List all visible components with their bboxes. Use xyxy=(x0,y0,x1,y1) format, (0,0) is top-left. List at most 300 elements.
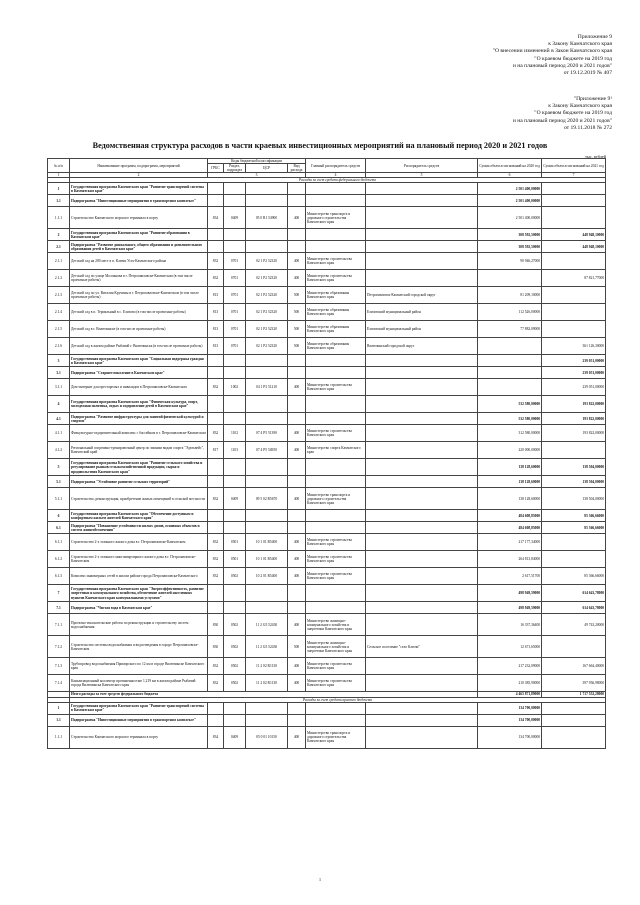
name-cell: Детский сад по улице Молчанова в г. Петропавловске-Камчатском (в том числе проектные работы) xyxy=(70,270,208,287)
num-cell: 1.1.1 xyxy=(48,207,70,229)
program-row xyxy=(48,367,606,379)
measure-row xyxy=(48,488,606,510)
razdel-cell: 0701 xyxy=(224,287,246,304)
table-head xyxy=(48,159,606,178)
grbs-cell xyxy=(208,702,224,714)
manager-cell: Министерство транспорта и дорожного строительства Камчатского края xyxy=(306,207,366,229)
amount-2021: 361 126,30000 xyxy=(542,338,606,355)
razdel-cell xyxy=(224,413,246,425)
manager-cell: Министерство жилищно-коммунального хозяйства и энергетики Камчатского края xyxy=(306,614,366,636)
amount-2021: 239 051,00000 xyxy=(542,379,606,396)
csr-cell xyxy=(246,585,288,602)
csr-cell xyxy=(246,195,288,207)
measure-row xyxy=(48,534,606,551)
amount-2020: 2 501 400,00000 xyxy=(478,183,542,195)
col-grbs: ГРБС xyxy=(208,164,224,173)
grbs-cell: 813 xyxy=(208,287,224,304)
razdel-cell: 1002 xyxy=(224,379,246,396)
name-cell: Строительство, реконструкция, приобретение жилых помещений в сельской местности xyxy=(70,488,208,510)
manager-cell xyxy=(306,702,366,714)
grbs-cell xyxy=(208,241,224,253)
num-cell: 2.1.6 xyxy=(48,338,70,355)
grbs-cell: 834 xyxy=(208,207,224,229)
amount-2021 xyxy=(542,183,606,195)
csr-cell: 05 0 R1 54900 xyxy=(246,207,288,229)
recipient-cell: Петропавловск-Камчатский городской округ xyxy=(366,287,478,304)
amount-2020 xyxy=(478,379,542,396)
amount-2020: 217 232,09000 xyxy=(478,658,542,675)
name-cell: Подпрограмма "Развитие инфраструктуры для занятий физической культурой и спортом" xyxy=(70,413,208,425)
header-line: "Приложение 9¹ xyxy=(573,96,612,102)
amount-2020: 134 700,00000 xyxy=(478,726,542,748)
manager-cell xyxy=(306,476,366,488)
recipient-cell xyxy=(366,568,478,585)
amount-2021: 85 366,66000 xyxy=(542,568,606,585)
recipient-cell xyxy=(366,510,478,522)
grbs-cell: 830 xyxy=(208,614,224,636)
razdel-cell xyxy=(224,459,246,476)
csr-cell: 07 4 P5 54950 xyxy=(246,442,288,459)
col-2020: Сумма объем ассигнований на 2020 год xyxy=(478,159,542,173)
recipient-cell xyxy=(366,195,478,207)
vr-cell xyxy=(288,367,306,379)
vr-cell: 500 xyxy=(288,287,306,304)
vr-cell: 400 xyxy=(288,425,306,442)
num-cell: 5 xyxy=(48,459,70,476)
recipient-cell xyxy=(366,614,478,636)
recipient-cell xyxy=(366,714,478,726)
recipient-cell xyxy=(366,379,478,396)
recipient-cell xyxy=(366,413,478,425)
measure-row xyxy=(48,207,606,229)
name-cell: Канализационный коллектор протяженностью 1,219 км в жилом районе Рыбачий города Вилючинска Камчатского края xyxy=(70,675,208,692)
razdel-cell: 0501 xyxy=(224,534,246,551)
grbs-cell: 832 xyxy=(208,379,224,396)
recipient-cell xyxy=(366,702,478,714)
recipient-cell xyxy=(366,207,478,229)
amount-2021: 614 643,78000 xyxy=(542,585,606,602)
csr-cell: 11 2 G5 52430 xyxy=(246,614,288,636)
grbs-cell xyxy=(208,367,224,379)
recipient-cell xyxy=(366,675,478,692)
amount-2020: 134 700,00000 xyxy=(478,702,542,714)
amount-2020: 210 385,90000 xyxy=(478,675,542,692)
recipient-cell xyxy=(366,551,478,568)
amount-2020: 498 949,59000 xyxy=(478,602,542,614)
column-number: 7 xyxy=(542,173,606,178)
csr-cell: 07 4 P5 51390 xyxy=(246,425,288,442)
measure-row xyxy=(48,304,606,321)
grbs-cell: 832 xyxy=(208,568,224,585)
amount-2021 xyxy=(542,207,606,229)
vr-cell: 400 xyxy=(288,726,306,748)
grbs-cell: 832 xyxy=(208,658,224,675)
csr-cell: 05 0 01 10150 xyxy=(246,726,288,748)
manager-cell: Министерство образования Камчатского края xyxy=(306,304,366,321)
csr-cell xyxy=(246,702,288,714)
page-number: 1 xyxy=(318,877,322,882)
name-cell: Проектно-изыскательские работы по реконструкции и строительству систем водоснабжения xyxy=(70,614,208,636)
amount-2020: 134 700,00000 xyxy=(478,714,542,726)
amount-2021 xyxy=(542,253,606,270)
amount-2020: 484 608,85000 xyxy=(478,522,542,534)
header-line: к Закону Камчатского края xyxy=(548,103,612,110)
csr-cell xyxy=(246,355,288,367)
column-number: 6 xyxy=(478,173,542,178)
grbs-cell: 832 xyxy=(208,270,224,287)
name-cell: Детский сад в п. Термальный в с. Елизово (в том числе проектные работы) xyxy=(70,304,208,321)
recipient-cell: Вилючинский городской округ xyxy=(366,338,478,355)
program-row xyxy=(48,702,606,714)
name-cell: Государственная программа Камчатского края "Развитие образования в Камчатском крае" xyxy=(70,229,208,241)
grbs-cell xyxy=(208,396,224,413)
amount-2021 xyxy=(542,304,606,321)
num-cell: 4.1.1 xyxy=(48,425,70,442)
name-cell: Государственная программа Камчатского края "Развитие транспортной системы в Камчатском крае" xyxy=(70,702,208,714)
vr-cell xyxy=(288,396,306,413)
manager-cell: Министерство жилищно-коммунального хозяйства и энергетики Камчатского края xyxy=(306,636,366,658)
program-row xyxy=(48,585,606,602)
grbs-cell xyxy=(208,195,224,207)
name-cell: Строительство системы водоснабжения и водоотведения в городе Петропавловске-Камчатском xyxy=(70,636,208,658)
num-cell: 7.1.4 xyxy=(48,675,70,692)
amount-2021: 397 936,98000 xyxy=(542,675,606,692)
name-cell: Подпрограмма "Старшее поколение в Камчатском крае" xyxy=(70,367,208,379)
name-cell: Детский сад в жилом районе Рыбачий г. Вилючинска (в том числе проектные работы) xyxy=(70,338,208,355)
amount-2021 xyxy=(542,195,606,207)
recipient-cell xyxy=(366,241,478,253)
csr-cell xyxy=(246,396,288,413)
num-cell: 7.1 xyxy=(48,602,70,614)
amount-2021 xyxy=(542,636,606,658)
program-row xyxy=(48,183,606,195)
recipient-cell xyxy=(366,522,478,534)
vr-cell: 400 xyxy=(288,675,306,692)
name-cell: Дом-интернат для престарелых и инвалидов в Петропавловске-Камчатском xyxy=(70,379,208,396)
col-vr: Вид расхода xyxy=(288,164,306,173)
razdel-cell: 0502 xyxy=(224,568,246,585)
num-cell: 1 xyxy=(48,702,70,714)
csr-cell xyxy=(246,413,288,425)
recipient-cell xyxy=(366,488,478,510)
recipient-cell xyxy=(366,602,478,614)
num-cell: 3.1 xyxy=(48,367,70,379)
column-number: 2 xyxy=(70,173,208,178)
amount-2021: 85 366,66000 xyxy=(542,510,606,522)
amount-2020: 4 465 871,89000 xyxy=(478,692,542,697)
manager-cell xyxy=(306,714,366,726)
grbs-cell xyxy=(208,510,224,522)
amount-2021: 239 051,00000 xyxy=(542,355,606,367)
vr-cell: 500 xyxy=(288,636,306,658)
num-cell: 1.1 xyxy=(48,195,70,207)
csr-cell: 10 2 01 R5400 xyxy=(246,568,288,585)
razdel-cell: 0409 xyxy=(224,207,246,229)
header-line: и на плановый период 2020 и 2021 годов" xyxy=(512,117,612,124)
amount-2020: 532 580,00000 xyxy=(478,413,542,425)
csr-cell: 09 5 02 R5670 xyxy=(246,488,288,510)
grbs-cell xyxy=(208,476,224,488)
amount-2021: 49 743,20000 xyxy=(542,614,606,636)
recipient-cell: Елизовский муниципальный район xyxy=(366,321,478,338)
amount-2020: 312 580,00000 xyxy=(478,425,542,442)
num-cell: 2.1 xyxy=(48,241,70,253)
amount-2020: 484 608,85000 xyxy=(478,510,542,522)
program-row xyxy=(48,195,606,207)
manager-cell: Министерство строительства Камчатского края xyxy=(306,253,366,270)
name-cell: Подпрограмма "Повышение устойчивости жилых домов, основных объектов и систем жизнеобеспечения" xyxy=(70,522,208,534)
grbs-cell xyxy=(208,413,224,425)
recipient-cell xyxy=(366,396,478,413)
razdel-cell xyxy=(224,229,246,241)
razdel-cell xyxy=(224,396,246,413)
name-cell: Строительство 2-х этажного многоквартирного жилого дома в г. Петропавловске-Камчатском xyxy=(70,551,208,568)
col-csr: ЦСР xyxy=(246,164,288,173)
razdel-cell xyxy=(224,702,246,714)
razdel-cell xyxy=(224,585,246,602)
amount-2020: 2 501 400,00000 xyxy=(478,195,542,207)
recipient-cell xyxy=(366,658,478,675)
measure-row xyxy=(48,726,606,748)
razdel-cell xyxy=(224,522,246,534)
vr-cell: 400 xyxy=(288,551,306,568)
manager-cell xyxy=(306,585,366,602)
csr-cell xyxy=(246,183,288,195)
name-cell: Детский сад по ул. Виталия Кручины в г. Петропавловске-Камчатском (в том числе проектные работы) xyxy=(70,287,208,304)
manager-cell xyxy=(306,195,366,207)
csr-cell: 02 1 P2 52320 xyxy=(246,270,288,287)
grbs-cell: 834 xyxy=(208,726,224,748)
manager-cell xyxy=(306,183,366,195)
amount-2020: 532 580,00000 xyxy=(478,396,542,413)
amount-2020 xyxy=(478,270,542,287)
program-row xyxy=(48,510,606,522)
total-label: Итого расходы за счет средств федерального бюджета xyxy=(70,692,478,697)
amount-2021 xyxy=(542,534,606,551)
measure-row xyxy=(48,338,606,355)
manager-cell xyxy=(306,459,366,476)
amount-2020: 220 000,00000 xyxy=(478,442,542,459)
razdel-cell: 0701 xyxy=(224,304,246,321)
name-cell: Детский сад на 280 мест в п. Ключи Усть-Камчатского района xyxy=(70,253,208,270)
grbs-cell: 832 xyxy=(208,253,224,270)
num-cell: 2.1.1 xyxy=(48,253,70,270)
column-number: 5 xyxy=(366,173,478,178)
col-num: № п/п xyxy=(48,159,70,173)
name-cell: Государственная программа Камчатского края "Социальная поддержка граждан в Камчатском крае" xyxy=(70,355,208,367)
name-cell: Строительство 2-х этажного жилого дома в г. Петропавловске-Камчатском xyxy=(70,534,208,551)
name-cell: Детский сад в г. Вилючинске (в том числе проектные работы) xyxy=(70,321,208,338)
razdel-cell xyxy=(224,602,246,614)
num-cell: 1.1 xyxy=(48,714,70,726)
num-cell: 4.1.2 xyxy=(48,442,70,459)
column-number: 4 xyxy=(306,173,366,178)
header-line: "О краевом бюджете на 2019 год xyxy=(534,55,612,62)
manager-cell xyxy=(306,229,366,241)
csr-cell: 02 1 P2 52320 xyxy=(246,338,288,355)
vr-cell: 400 xyxy=(288,614,306,636)
program-row xyxy=(48,522,606,534)
csr-cell xyxy=(246,602,288,614)
program-row xyxy=(48,413,606,425)
razdel-cell xyxy=(224,476,246,488)
razdel-cell xyxy=(224,241,246,253)
amount-2021: 138 504,00000 xyxy=(542,476,606,488)
section-title: Расходы за счет средств федерального бюджета xyxy=(70,178,606,183)
grbs-cell xyxy=(208,355,224,367)
name-cell: Региональный спортивно-тренировочный центр по зимним видам спорта "Эдельвейс", Камчатский край xyxy=(70,442,208,459)
amount-2021: 138 504,00000 xyxy=(542,459,606,476)
razdel-cell: 0502 xyxy=(224,675,246,692)
name-cell: Подпрограмма "Инвестиционные мероприятия в транспортном комплексе" xyxy=(70,195,208,207)
recipient-cell xyxy=(366,367,478,379)
name-cell: Строительство Камчатского морского терминала в порту xyxy=(70,726,208,748)
amount-2021: 239 051,00000 xyxy=(542,367,606,379)
num-cell: 6.1.2 xyxy=(48,551,70,568)
grbs-cell xyxy=(208,229,224,241)
name-cell: Государственная программа Камчатского края "Энергоэффективность, развитие энергетики и коммунального хозяйства, обеспечение жителей населенных пунктов Камчатского края коммунальными услугами" xyxy=(70,585,208,602)
vr-cell: 400 xyxy=(288,379,306,396)
num-cell: 7.1.2 xyxy=(48,636,70,658)
recipient-cell: Елизовский муниципальный район xyxy=(366,304,478,321)
razdel-cell: 0701 xyxy=(224,338,246,355)
vr-cell xyxy=(288,585,306,602)
grbs-cell: 830 xyxy=(208,636,224,658)
amount-2021 xyxy=(542,726,606,748)
amount-2020: 217 177,34000 xyxy=(478,534,542,551)
name-cell: Государственная программа Камчатского края "Развитие сельского хозяйства и регулирование рынков сельскохозяйственной продукции, сырья и продовольствия Камчатского края" xyxy=(70,459,208,476)
header-line: "О внесении изменений в Закон Камчатского края xyxy=(492,48,612,55)
col-razdel: Раздел, подраздел xyxy=(224,164,246,173)
vr-cell xyxy=(288,229,306,241)
measure-row xyxy=(48,253,606,270)
recipient-cell xyxy=(366,355,478,367)
header-line: и на плановый период 2020 и 2021 годов" xyxy=(512,62,612,69)
csr-cell: 11 2 02 R1130 xyxy=(246,658,288,675)
manager-cell: Министерство транспорта и дорожного строительства Камчатского края xyxy=(306,488,366,510)
num-cell: 6.1 xyxy=(48,522,70,534)
vr-cell: 400 xyxy=(288,270,306,287)
num-cell: 4.1 xyxy=(48,413,70,425)
vr-cell: 400 xyxy=(288,442,306,459)
amount-2021: 193 822,00000 xyxy=(542,413,606,425)
csr-cell: 04 1 P3 51210 xyxy=(246,379,288,396)
razdel-cell: 0409 xyxy=(224,726,246,748)
recipient-cell xyxy=(366,425,478,442)
col-name: Наименование программ, подпрограмм, мероприятий xyxy=(70,159,208,173)
measure-row xyxy=(48,425,606,442)
unit-note: тыс. рублей xyxy=(585,154,606,159)
name-cell: Государственная программа Камчатского края "Развитие транспортной системы в Камчатском крае" xyxy=(70,183,208,195)
col-recipient: Распорядитель средств xyxy=(366,159,478,173)
csr-cell: 11 2 G5 52430 xyxy=(246,636,288,658)
amount-2021: 193 822,00000 xyxy=(542,396,606,413)
col-group-codes: Коды бюджетной классификации xyxy=(208,159,306,164)
measure-row xyxy=(48,270,606,287)
razdel-cell: 1103 xyxy=(224,442,246,459)
recipient-cell: Сельское поселение "село Ключи" xyxy=(366,636,478,658)
table-body xyxy=(48,178,606,748)
vr-cell xyxy=(288,241,306,253)
name-cell: Подпрограмма "Инвестиционные мероприятия в транспортном комплексе" xyxy=(70,714,208,726)
grbs-cell xyxy=(208,459,224,476)
measure-row xyxy=(48,287,606,304)
measure-row xyxy=(48,675,606,692)
vr-cell: 400 xyxy=(288,534,306,551)
num-cell: 3.1.1 xyxy=(48,379,70,396)
name-cell: Государственная программа Камчатского края "Обеспечение доступным и комфортным жильем жителей Камчатского края" xyxy=(70,510,208,522)
amount-2020: 12 671,65000 xyxy=(478,636,542,658)
manager-cell: Министерство строительства Камчатского края xyxy=(306,658,366,675)
vr-cell: 400 xyxy=(288,658,306,675)
header-line: от 19.11.2018 № 272 xyxy=(563,124,612,131)
num-cell: 2 xyxy=(48,229,70,241)
csr-cell xyxy=(246,714,288,726)
vr-cell xyxy=(288,602,306,614)
manager-cell xyxy=(306,355,366,367)
measure-row xyxy=(48,658,606,675)
recipient-cell xyxy=(366,270,478,287)
csr-cell xyxy=(246,510,288,522)
razdel-cell: 0502 xyxy=(224,658,246,675)
num-cell: 1.1.1 xyxy=(48,726,70,748)
manager-cell xyxy=(306,396,366,413)
program-row xyxy=(48,459,606,476)
amount-2020: 498 949,59000 xyxy=(478,585,542,602)
amount-2021 xyxy=(542,714,606,726)
num-cell: 7 xyxy=(48,585,70,602)
recipient-cell xyxy=(366,585,478,602)
measure-row xyxy=(48,614,606,636)
amount-2021: 614 643,78000 xyxy=(542,602,606,614)
header-line: "О краевом бюджете на 2019 год xyxy=(534,110,612,117)
manager-cell: Министерство строительства Камчатского края xyxy=(306,551,366,568)
vr-cell: 400 xyxy=(288,207,306,229)
grbs-cell: 832 xyxy=(208,488,224,510)
vr-cell xyxy=(288,714,306,726)
grbs-cell xyxy=(208,714,224,726)
grbs-cell: 813 xyxy=(208,304,224,321)
manager-cell xyxy=(306,510,366,522)
manager-cell: Министерство образования Камчатского края xyxy=(306,338,366,355)
name-cell: Подпрограмма "Развитие дошкольного, общего образования и дополнительного образования детей в Камчатском крае" xyxy=(70,241,208,253)
name-cell: Физкультурно-оздоровительный комплекс с бассейном в г. Петропавловске-Камчатском xyxy=(70,425,208,442)
num-cell: 5.1 xyxy=(48,476,70,488)
csr-cell xyxy=(246,367,288,379)
col-2021: Сумма объем ассигнований на 2021 год xyxy=(542,159,606,173)
manager-cell: Министерство строительства Камчатского края xyxy=(306,425,366,442)
column-number: 1 xyxy=(48,173,70,178)
num-cell: 2.1.3 xyxy=(48,287,70,304)
grbs-cell: 832 xyxy=(208,675,224,692)
csr-cell: 02 1 P2 52320 xyxy=(246,321,288,338)
manager-cell: Министерство строительства Камчатского края xyxy=(306,534,366,551)
budget-table xyxy=(47,158,606,749)
measure-row xyxy=(48,568,606,585)
num-cell: 6.1.1 xyxy=(48,534,70,551)
manager-cell xyxy=(306,602,366,614)
num-cell: 6 xyxy=(48,510,70,522)
vr-cell: 400 xyxy=(288,488,306,510)
razdel-cell: 0701 xyxy=(224,253,246,270)
recipient-cell xyxy=(366,183,478,195)
vr-cell xyxy=(288,195,306,207)
grbs-cell xyxy=(208,522,224,534)
manager-cell: Министерство образования Камчатского края xyxy=(306,287,366,304)
vr-cell xyxy=(288,702,306,714)
num-cell: 6.1.3 xyxy=(48,568,70,585)
amount-2021 xyxy=(542,551,606,568)
